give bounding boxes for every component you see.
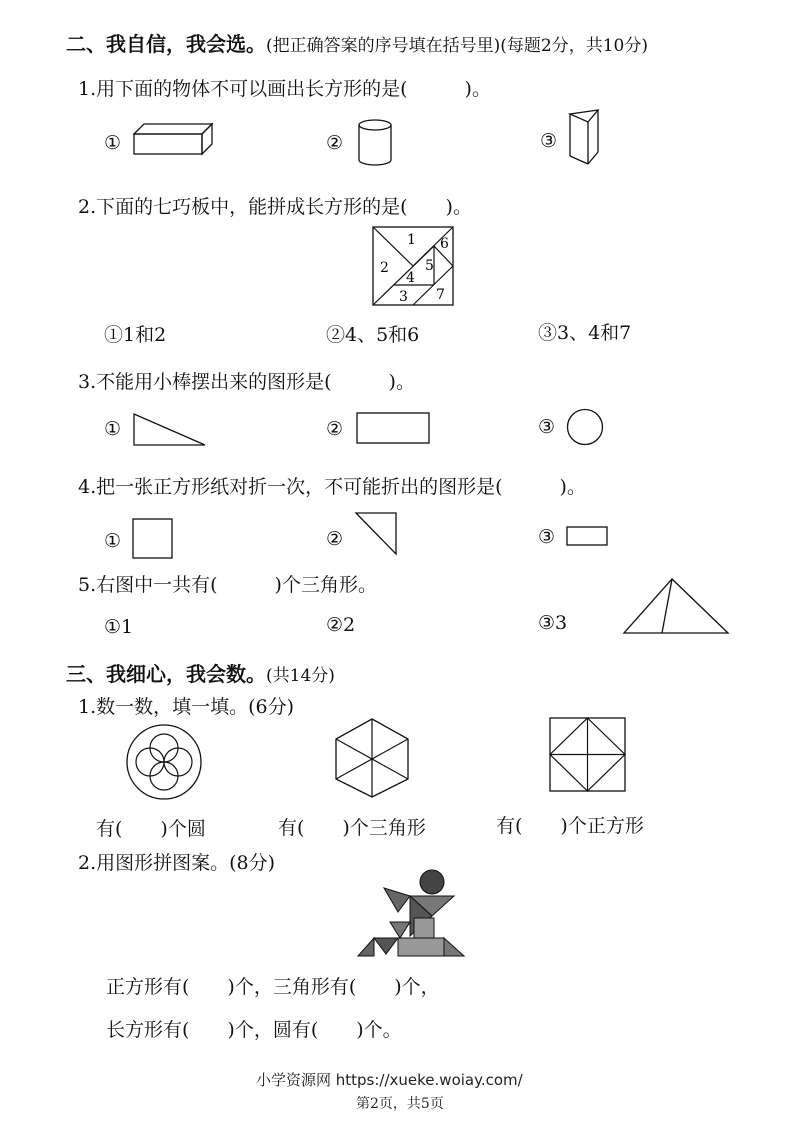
- q2-option-1: ①1和2: [104, 324, 167, 346]
- cylinder-icon: [356, 118, 394, 168]
- q1-option-2-label: ②: [326, 132, 344, 154]
- circles-figure: [124, 722, 204, 802]
- tangram-label: 2: [380, 260, 389, 276]
- section-2-title: 二、我自信，我会选。: [66, 32, 266, 56]
- count-answer-squares: 有( )个正方形: [496, 815, 644, 837]
- triangle-count-figure: [620, 576, 732, 636]
- square-icon: [132, 518, 174, 560]
- q2-option-2: ②4、5和6: [326, 324, 420, 346]
- tangram-label: 4: [406, 270, 415, 286]
- triangle-icon: [354, 510, 400, 556]
- shape-figure: [354, 866, 474, 962]
- tangram-label: 6: [440, 236, 449, 252]
- q1-option-1-label: ①: [104, 132, 122, 154]
- question-2-2: 2.下面的七巧板中，能拼成长方形的是( )。: [78, 196, 472, 218]
- section-3-title: 三、我细心，我会数。: [66, 662, 266, 686]
- cuboid-icon: [132, 122, 214, 156]
- hexagon-figure: [330, 716, 414, 800]
- square-figure: [548, 716, 628, 794]
- q3-option-2-label: ②: [326, 418, 344, 440]
- q3-option-3-label: ③: [538, 416, 556, 438]
- question-2-4: 4.把一张正方形纸对折一次，不可能折出的图形是( )。: [78, 476, 586, 498]
- section-2-note: (把正确答案的序号填在括号里)(每题2分，共10分): [266, 36, 648, 56]
- section-3-heading: [66, 658, 335, 687]
- triangle-icon: [132, 412, 208, 448]
- question-3-2: 2.用图形拼图案。(8分): [78, 852, 276, 874]
- footer-site: 小学资源网 https://xueke.woiay.com/: [256, 1071, 523, 1089]
- tangram-label: 7: [436, 287, 445, 303]
- q4-option-1-label: ①: [104, 530, 122, 552]
- q5-option-3: ③3: [538, 612, 568, 634]
- circle-icon: [566, 408, 604, 446]
- q5-option-1: ①1: [104, 616, 134, 638]
- q3-option-1-label: ①: [104, 418, 122, 440]
- tangram-label: 5: [425, 258, 434, 274]
- question-2-5: 5.右图中一共有( )个三角形。: [78, 574, 377, 596]
- question-3-1: 1.数一数，填一填。(6分): [78, 696, 295, 718]
- shape-count-line-1: 正方形有( )个，三角形有( )个，: [106, 976, 440, 998]
- page-number: 第2页，共5页: [356, 1096, 444, 1112]
- count-answer-triangles: 有( )个三角形: [278, 817, 426, 839]
- q1-option-3-label: ③: [540, 130, 558, 152]
- triangular-prism-icon: [566, 108, 602, 168]
- q5-option-2: ②2: [326, 614, 356, 636]
- shape-count-line-2: 长方形有( )个，圆有( )个。: [106, 1019, 402, 1041]
- question-2-3: 3.不能用小棒摆出来的图形是( )。: [78, 371, 415, 393]
- q4-option-2-label: ②: [326, 528, 344, 550]
- q2-option-3: ③3、4和7: [538, 322, 632, 344]
- count-answer-circles: 有( )个圆: [96, 818, 206, 840]
- section-3-note: (共14分): [266, 666, 335, 686]
- tangram-label: 1: [407, 232, 416, 248]
- rectangle-icon: [566, 526, 608, 546]
- rectangle-icon: [356, 412, 430, 444]
- question-2-1: 1.用下面的物体不可以画出长方形的是( )。: [78, 78, 491, 100]
- tangram-label: 3: [399, 289, 408, 305]
- q4-option-3-label: ③: [538, 526, 556, 548]
- section-2-heading: [66, 28, 648, 57]
- tangram-figure: [372, 226, 454, 306]
